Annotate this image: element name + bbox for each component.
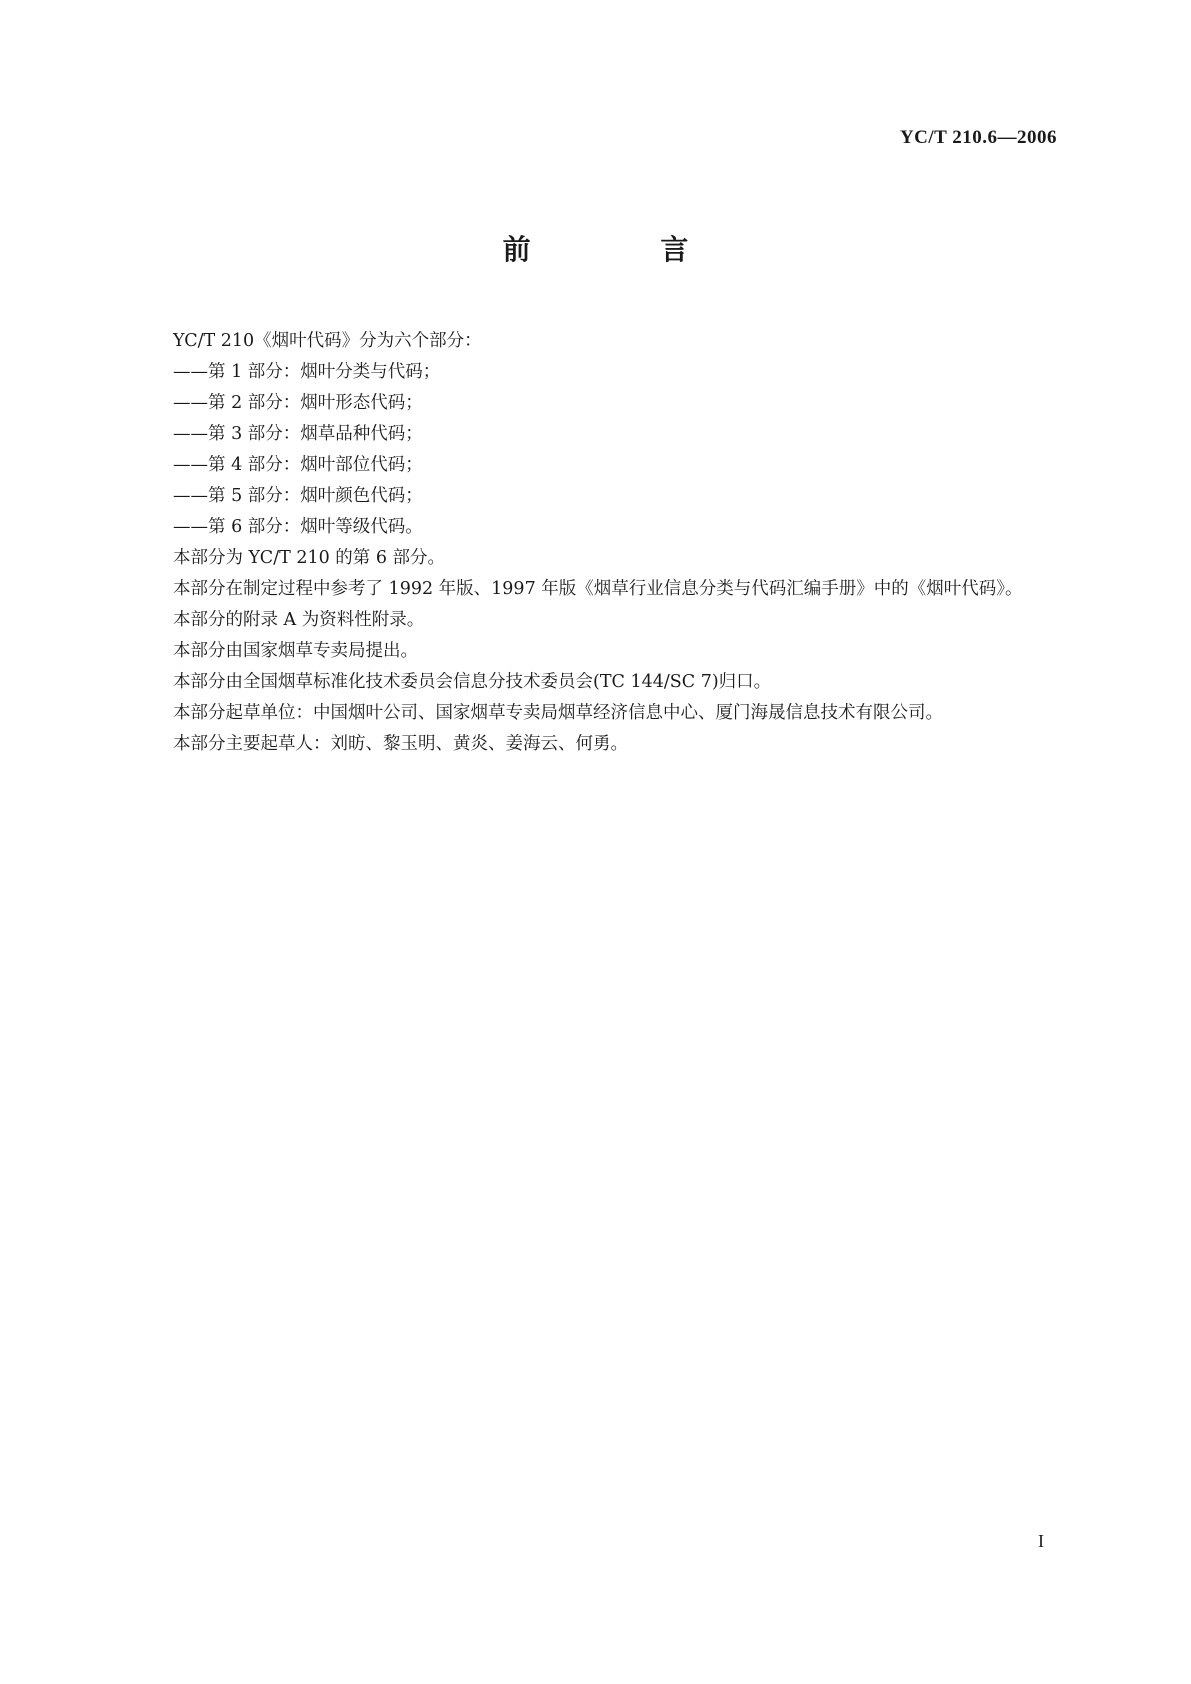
list-item-part-5: ——第 5 部分：烟叶颜色代码； [173, 486, 423, 506]
foreword-body [135, 326, 1057, 760]
list-item-part-4: ——第 4 部分：烟叶部位代码； [173, 455, 423, 475]
paragraph-drafting-units: 本部分起草单位：中国烟叶公司、国家烟草专卖局烟草经济信息中心、厦门海晟信息技术有限公司。 [173, 703, 943, 723]
list-item-part-2: ——第 2 部分：烟叶形态代码； [173, 393, 423, 413]
paragraph-proposed-by: 本部分由国家烟草专卖局提出。 [173, 641, 418, 661]
paragraph-annex: 本部分的附录 A 为资料性附录。 [173, 610, 425, 630]
page-number: I [1038, 1531, 1044, 1551]
list-item-part-1: ——第 1 部分：烟叶分类与代码； [173, 362, 441, 382]
paragraph-drafters: 本部分主要起草人：刘昉、黎玉明、黄炎、姜海云、何勇。 [173, 734, 628, 754]
page-title: 前 言 [502, 233, 749, 266]
list-item-part-3: ——第 3 部分：烟草品种代码； [173, 424, 423, 444]
standard-number: YC/T 210.6—2006 [899, 127, 1057, 148]
list-item-part-6: ——第 6 部分：烟叶等级代码。 [173, 517, 423, 537]
paragraph-managed-by: 本部分由全国烟草标准化技术委员会信息分技术委员会(TC 144/SC 7)归口。 [173, 672, 772, 692]
paragraph-part-statement: 本部分为 YC/T 210 的第 6 部分。 [173, 548, 446, 568]
paragraph-references: 本部分在制定过程中参考了 1992 年版、1997 年版《烟草行业信息分类与代码汇编手册》中的《烟叶代码》。 [173, 579, 1023, 599]
paragraph-intro: YC/T 210《烟叶代码》分为六个部分： [173, 331, 482, 351]
